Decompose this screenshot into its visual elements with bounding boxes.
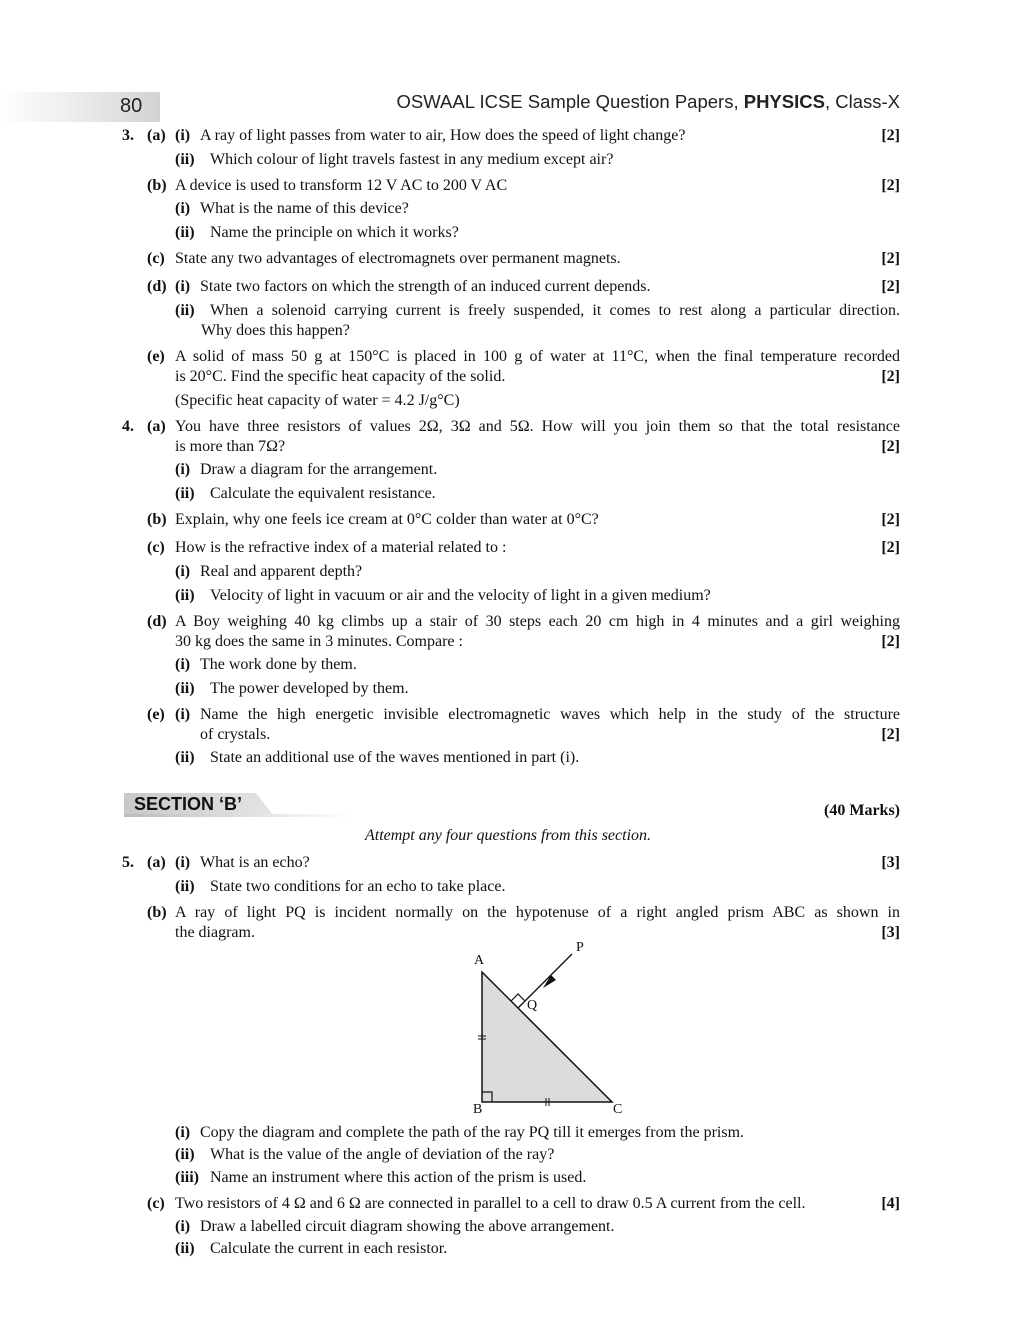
subpart-label: (ii)	[175, 151, 195, 168]
question-text: 30 kg does the same in 3 minutes. Compare :	[175, 633, 463, 650]
part-label: (b)	[147, 511, 167, 528]
page-number: 80	[120, 95, 143, 117]
marks-label: [2]	[881, 127, 900, 144]
subpart-label: (i)	[175, 127, 191, 144]
part-label: (a)	[147, 127, 166, 144]
question-text: When a solenoid carrying current is freely suspended, it comes to rest along a particular direction.	[210, 302, 900, 319]
question-text: A Boy weighing 40 kg climbs up a stair of 30 steps each 20 cm high in 4 minutes and a girl weighing	[175, 613, 900, 630]
marks-label: [2]	[881, 177, 900, 194]
question-text: A device is used to transform 12 V AC to 200 V AC	[175, 177, 508, 194]
question-text: What is an echo?	[200, 854, 310, 871]
question-text: State two factors on which the strength of an induced current depends.	[200, 278, 651, 295]
marks-label: [2]	[881, 633, 900, 650]
subpart-label: (i)	[175, 200, 191, 217]
question-number: 4.	[122, 418, 134, 435]
subpart-label: (i)	[175, 1124, 191, 1141]
marks-label: [2]	[881, 511, 900, 528]
subpart-label: (iii)	[175, 1169, 199, 1186]
label-a: A	[474, 953, 485, 968]
question-text: What is the value of the angle of deviation of the ray?	[210, 1146, 555, 1163]
part-label: (a)	[147, 854, 166, 871]
marks-label: [2]	[881, 726, 900, 743]
prism-triangle	[482, 972, 612, 1102]
question-text: Name the principle on which it works?	[210, 224, 459, 241]
label-b: B	[473, 1102, 483, 1117]
question-text: of crystals.	[200, 726, 271, 743]
part-label: (e)	[147, 348, 165, 365]
label-q: Q	[527, 998, 538, 1013]
subpart-label: (ii)	[175, 302, 195, 319]
marks-label: [2]	[881, 438, 900, 455]
question-text: Name the high energetic invisible electromagnetic waves which help in the study of the structure	[200, 706, 900, 723]
part-label: (e)	[147, 706, 165, 723]
subpart-label: (ii)	[175, 1146, 195, 1163]
question-text: You have three resistors of values 2Ω, 3Ω and 5Ω. How will you join them so that the total resistance	[175, 418, 900, 435]
question-text: Velocity of light in vacuum or air and the velocity of light in a given medium?	[210, 587, 711, 604]
subpart-label: (i)	[175, 563, 191, 580]
marks-label: [2]	[881, 278, 900, 295]
subpart-label: (i)	[175, 1218, 191, 1235]
question-text: Draw a labelled circuit diagram showing the above arrangement.	[200, 1218, 615, 1235]
marks-label: [4]	[881, 1195, 900, 1212]
subpart-label: (ii)	[175, 1240, 195, 1257]
question-text: is more than 7Ω?	[175, 438, 286, 455]
question-text: Two resistors of 4 Ω and 6 Ω are connected in parallel to a cell to draw 0.5 A current from the cell.	[175, 1195, 806, 1212]
question-text: Why does this happen?	[201, 322, 350, 339]
subpart-label: (i)	[175, 656, 191, 673]
question-text: Explain, why one feels ice cream at 0°C colder than water at 0°C?	[175, 511, 599, 528]
part-label: (a)	[147, 418, 166, 435]
part-label: (c)	[147, 1195, 165, 1212]
question-text: A solid of mass 50 g at 150°C is placed in 100 g of water at 11°C, when the final temperature recorded	[175, 348, 900, 365]
marks-label: [2]	[881, 539, 900, 556]
marks-label: [3]	[881, 854, 900, 871]
subpart-label: (ii)	[175, 680, 195, 697]
question-text: Name an instrument where this action of the prism is used.	[210, 1169, 587, 1186]
subpart-label: (i)	[175, 706, 191, 723]
marks-label: [2]	[881, 250, 900, 267]
question-text: The power developed by them.	[210, 680, 409, 697]
section-b-marks: (40 Marks)	[824, 802, 900, 819]
title-subject: PHYSICS	[743, 91, 825, 112]
label-c: C	[613, 1102, 623, 1117]
question-text: Calculate the current in each resistor.	[210, 1240, 448, 1257]
label-p: P	[576, 940, 584, 955]
question-text: How is the refractive index of a material related to :	[175, 539, 507, 556]
question-text: Copy the diagram and complete the path of the ray PQ till it emerges from the prism.	[200, 1124, 745, 1141]
part-label: (d)	[147, 278, 167, 295]
question-text: Draw a diagram for the arrangement.	[200, 461, 438, 478]
question-text: State two conditions for an echo to take place.	[210, 878, 506, 895]
title-class: , Class-X	[824, 91, 900, 112]
subpart-label: (ii)	[175, 749, 195, 766]
section-instruction: Attempt any four questions from this section.	[364, 827, 652, 844]
question-text: Calculate the equivalent resistance.	[210, 485, 436, 502]
subpart-label: (ii)	[175, 485, 195, 502]
part-label: (c)	[147, 250, 165, 267]
marks-label: [2]	[881, 368, 900, 385]
question-text: State an additional use of the waves mentioned in part (i).	[210, 749, 580, 766]
question-text: Real and apparent depth?	[200, 563, 363, 580]
question-text: (Specific heat capacity of water = 4.2 J/g°C)	[175, 392, 460, 409]
question-text: What is the name of this device?	[200, 200, 409, 217]
subpart-label: (ii)	[175, 878, 195, 895]
part-label: (c)	[147, 539, 165, 556]
subpart-label: (i)	[175, 854, 191, 871]
part-label: (d)	[147, 613, 167, 630]
question-text: A ray of light PQ is incident normally on the hypotenuse of a right angled prism ABC as shown in	[175, 904, 900, 921]
question-text: A ray of light passes from water to air, How does the speed of light change?	[200, 127, 686, 144]
subpart-label: (i)	[175, 461, 191, 478]
question-text: the diagram.	[175, 924, 255, 941]
question-text: The work done by them.	[200, 656, 357, 673]
right-angle-mark-q	[511, 994, 525, 1001]
question-text: Which colour of light travels fastest in any medium except air?	[210, 151, 614, 168]
subpart-label: (i)	[175, 278, 191, 295]
title-prefix: OSWAAL ICSE Sample Question Papers,	[396, 91, 744, 112]
subpart-label: (ii)	[175, 587, 195, 604]
question-number: 3.	[122, 127, 134, 144]
question-text: State any two advantages of electromagnets over permanent magnets.	[175, 250, 621, 267]
subpart-label: (ii)	[175, 224, 195, 241]
question-number: 5.	[122, 854, 134, 871]
part-label: (b)	[147, 904, 167, 921]
section-b-title: SECTION ‘B’	[134, 794, 243, 814]
part-label: (b)	[147, 177, 167, 194]
marks-label: [3]	[881, 924, 900, 941]
question-text: is 20°C. Find the specific heat capacity of the solid.	[175, 368, 506, 385]
